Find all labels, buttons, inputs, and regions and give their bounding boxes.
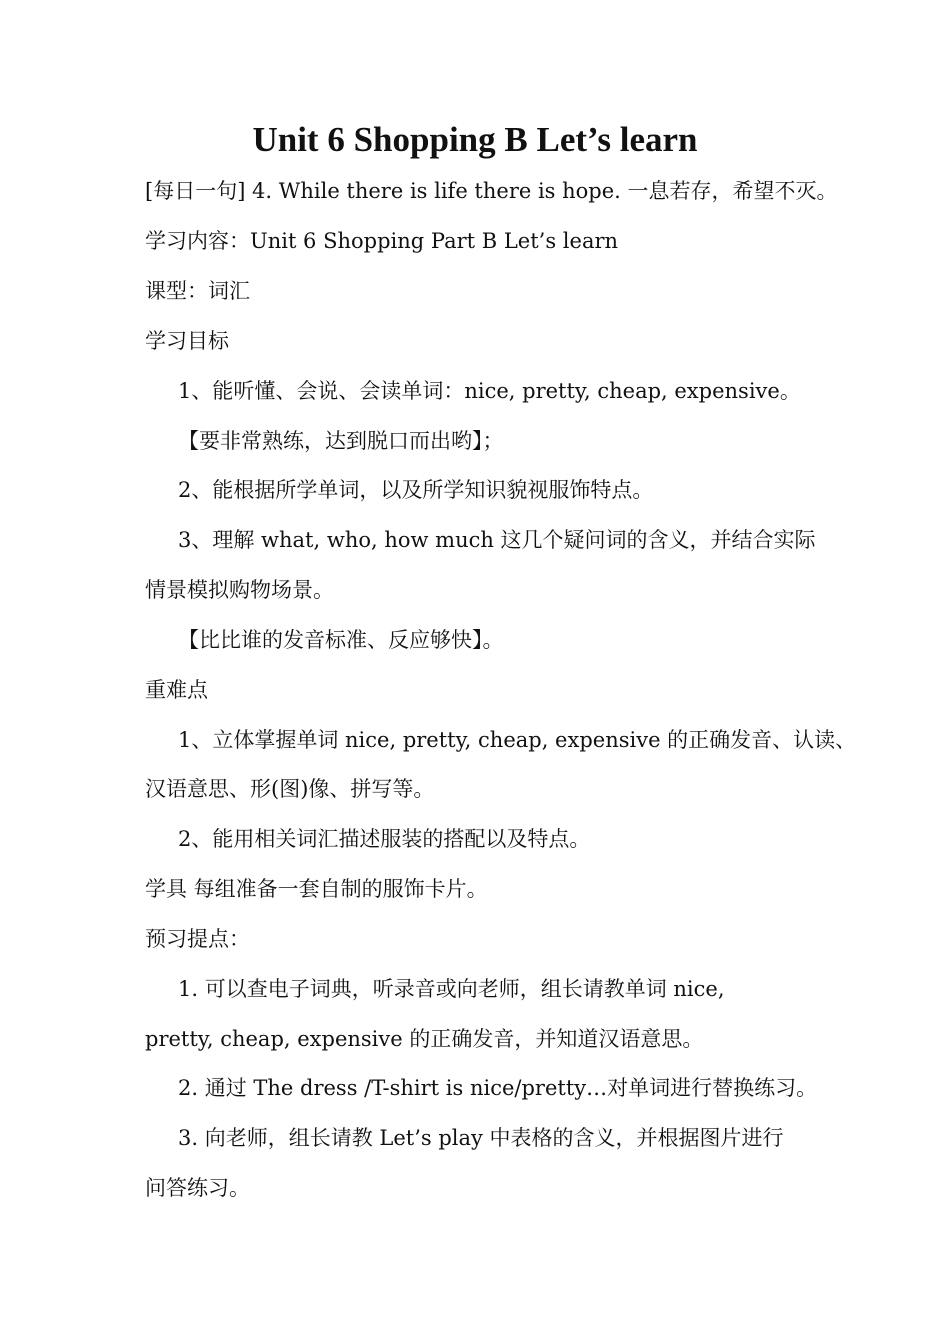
objective-3-note: 【比比谁的发音标准、反应够快】。	[178, 628, 504, 652]
document-title: Unit 6 Shopping B Let’s learn	[252, 120, 698, 159]
preview-item-1: 1. 可以查电子词典，听录音或向老师，组长请教单词 nice,	[178, 977, 725, 1001]
objective-2: 2、能根据所学单词，以及所学知识貌视服饰特点。	[178, 478, 654, 502]
preview-item-2: 2. 通过 The dress /T-shirt is nice/pretty…对单词进行替换练习。	[178, 1076, 818, 1100]
daily-quote: [每日一句] 4. While there is life there is hope. 一息若存，希望不灭。	[145, 179, 838, 203]
key-point-2: 2、能用相关词汇描述服装的搭配以及特点。	[178, 827, 591, 851]
key-point-1-continued: 汉语意思、形(图)像、拼写等。	[145, 777, 435, 801]
section-heading-objectives: 学习目标	[145, 329, 229, 353]
section-heading-preview: 预习提点：	[145, 927, 250, 951]
preview-item-3-continued: 问答练习。	[145, 1176, 250, 1200]
objective-1-note: 【要非常熟练，达到脱口而出哟】；	[178, 429, 504, 453]
lesson-type: 课型：词汇	[145, 279, 250, 303]
objective-3: 3、理解 what, who, how much 这几个疑问词的含义，并结合实际	[178, 528, 816, 552]
objective-1: 1、能听懂、会说、会读单词：nice, pretty, cheap, expensive。	[178, 379, 801, 403]
learning-tools: 学具 每组准备一套自制的服饰卡片。	[145, 877, 488, 901]
key-point-1: 1、立体掌握单词 nice, pretty, cheap, expensive 的正确发音、认读、	[178, 728, 857, 752]
learning-content: 学习内容：Unit 6 Shopping Part B Let’s learn	[145, 229, 619, 253]
section-heading-key-points: 重难点	[145, 678, 208, 702]
objective-3-continued: 情景模拟购物场景。	[145, 578, 334, 602]
preview-item-3: 3. 向老师，组长请教 Let’s play 中表格的含义，并根据图片进行	[178, 1126, 784, 1150]
preview-item-1-continued: pretty, cheap, expensive 的正确发音，并知道汉语意思。	[145, 1027, 704, 1051]
